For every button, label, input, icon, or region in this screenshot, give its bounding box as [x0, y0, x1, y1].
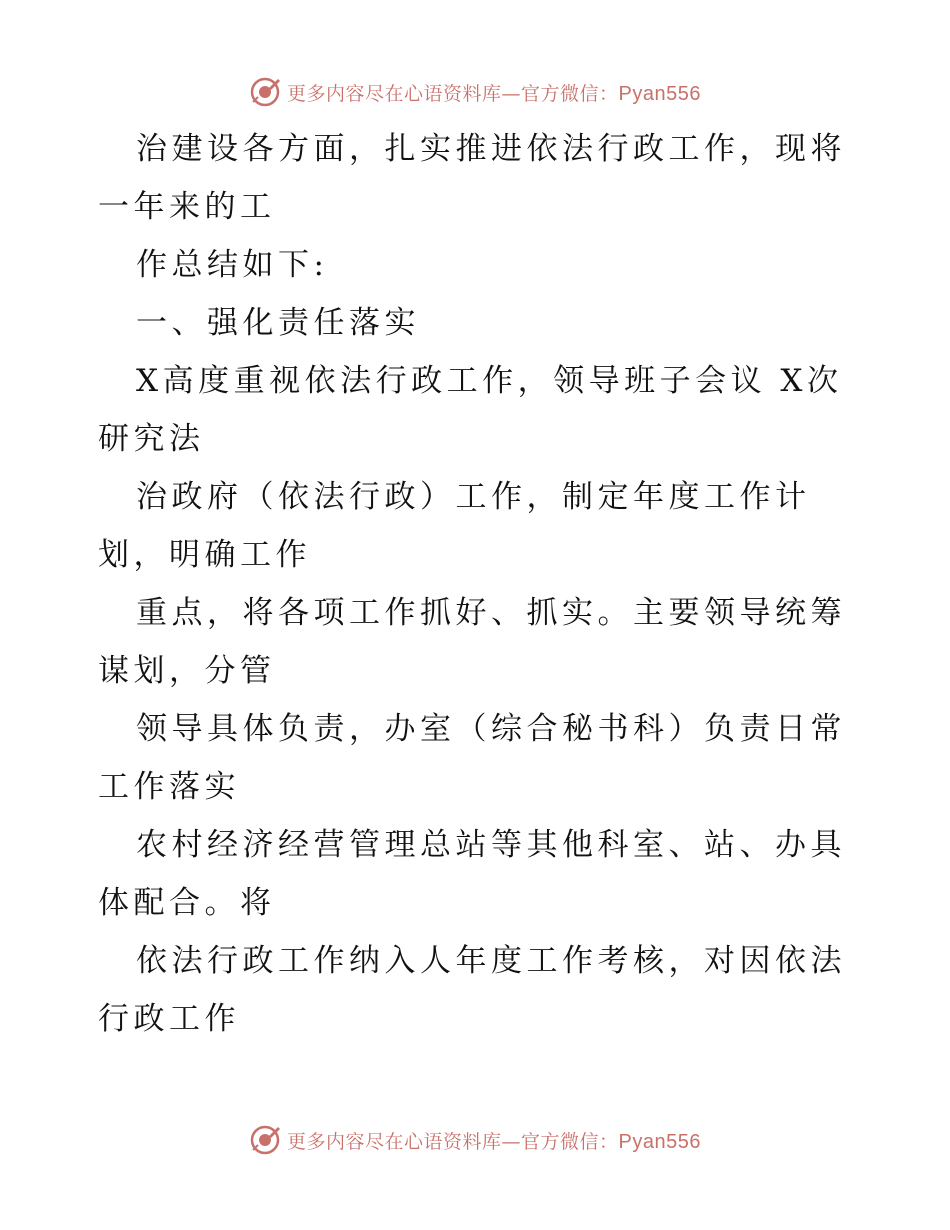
- document-body: [98, 120, 858, 1048]
- paragraph: 作总结如下:: [136, 247, 329, 283]
- paragraph: X高度重视依法行政工作，领导班子会议 X次研究法: [98, 363, 843, 457]
- wechat-id: Pyan556: [618, 82, 701, 105]
- watermark-header: [0, 70, 950, 114]
- paragraph: 农村经济经营管理总站等其他科室、站、办具体配合。将: [98, 827, 846, 921]
- pen-logo-icon: [249, 76, 281, 108]
- pen-logo-icon: [249, 1124, 281, 1156]
- paragraph: 领导具体负责，办室（综合秘书科）负责日常工作落实: [98, 711, 846, 805]
- paragraph: 治建设各方面，扎实推进依法行政工作，现将一年来的工: [98, 131, 846, 225]
- watermark-text: 更多内容尽在心语资料库—官方微信：Pyan556: [287, 82, 701, 105]
- paragraph: 依法行政工作纳入人年度工作考核，对因依法行政工作: [98, 943, 846, 1037]
- section-heading: 一、强化责任落实: [136, 305, 420, 341]
- watermark-text: 更多内容尽在心语资料库—官方微信：Pyan556: [287, 1130, 701, 1153]
- wechat-id: Pyan556: [618, 1130, 701, 1153]
- paragraph: 重点，将各项工作抓好、抓实。主要领导统筹谋划，分管: [98, 595, 846, 689]
- watermark-footer: [0, 1118, 950, 1162]
- paragraph: 治政府（依法行政）工作，制定年度工作计划，明确工作: [98, 479, 811, 573]
